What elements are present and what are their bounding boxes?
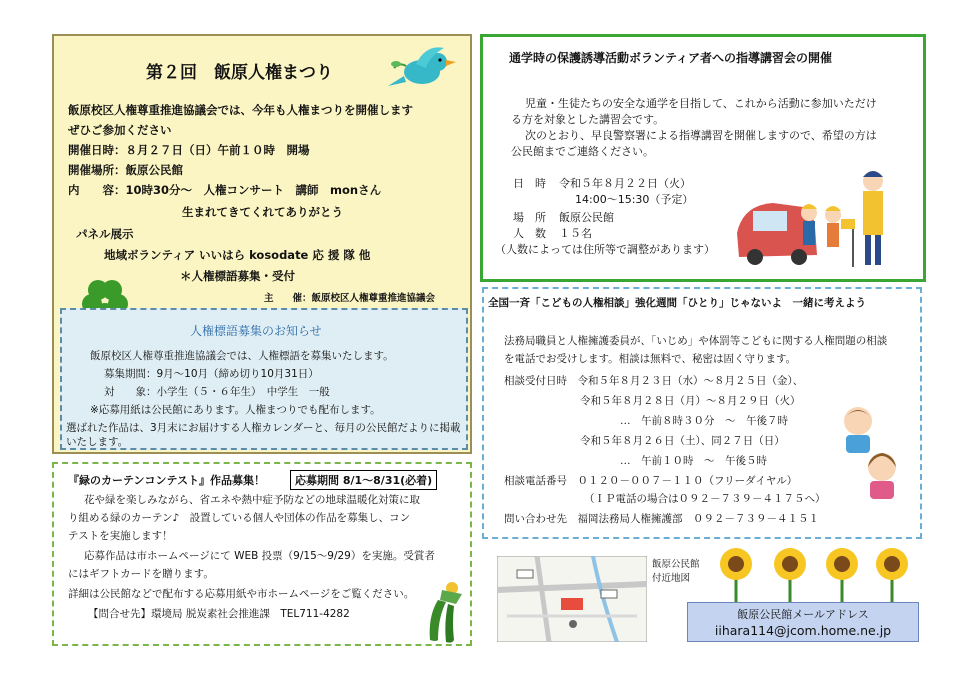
slogan-line-3: 対 象：小学生（５・６年生） 中学生 一般: [104, 386, 330, 398]
curtain-line: り組める緑のカーテン♪ 設置している個人や団体の作品を募集し、コン: [68, 512, 411, 524]
festival-title: 第２回 飯原人権まつり: [146, 63, 333, 83]
festival-place: 開催場所：飯原公民館: [68, 163, 183, 177]
map-illustration: [497, 556, 647, 642]
curtain-title: 『緑のカーテンコンテスト』作品募集！: [68, 474, 266, 487]
bird-icon: [386, 42, 458, 94]
curtain-contact: 【問合せ先】環境局 脱炭素社会推進課 TEL711-4282: [88, 608, 350, 620]
hotline-title: 全国一斉「こどもの人権相談」強化週間「ひとり」じゃないよ 一緒に考えよう: [488, 297, 866, 309]
volunteer-capacity-value: １５名: [559, 227, 592, 240]
hotline-phone: 相談電話番号 ０１２０－００７－１１０（フリーダイヤル）: [504, 475, 798, 487]
slogan-line-1: 飯原校区人権尊重推進協議会では、人権標語を募集いたします。: [90, 350, 394, 362]
volunteer-place-label: 場 所: [513, 211, 546, 224]
hotline-hours-5: … 午前１０時 ～ 午後５時: [620, 455, 767, 467]
volunteer-p2: る方を対象とした講習会です。: [511, 113, 665, 126]
festival-content: 内 容：10時30分～ 人権コンサート 講師 monさん: [68, 183, 382, 197]
cucumber-icon: [422, 580, 472, 644]
volunteer-date-value: 令和５年８月２２日（火）: [559, 177, 691, 190]
volunteer-date-label: 日 時: [513, 177, 546, 190]
curtain-line: にはギフトカードを贈ります。: [68, 568, 214, 580]
curtain-contest-panel: [52, 462, 472, 646]
volunteer-note: （人数によっては住所等で調整があります）: [495, 243, 715, 256]
festival-intro-1: 飯原校区人権尊重推進協議会では、今年も人権まつりを開催します: [68, 103, 413, 117]
slogan-line-6: いたします。: [66, 436, 129, 448]
hotline-hours-3: … 午前８時３０分 ～ 午後７時: [620, 415, 788, 427]
email-address[interactable]: iihara114@jcom.home.ne.jp: [714, 623, 892, 638]
curtain-period: 応募期間 8/1～8/31(必着): [290, 470, 437, 490]
hotline-p1: 法務局職員と人権擁護委員が、「いじめ」や体罰等こどもに関する人権問題の相談: [504, 335, 888, 347]
crossing-guard-illustration: [733, 163, 919, 273]
hotline-hours-2: 令和５年８月２８日（月）～８月２９日（火）: [580, 395, 801, 407]
curtain-line: 花や緑を楽しみながら、省エネや熱中症予防などの地球温暖化対策に取: [84, 494, 420, 506]
hotline-panel: [482, 287, 922, 539]
curtain-line: 応募作品は市ホームページにて WEB 投票（9/15～9/29）を実施。受賞者: [84, 550, 435, 562]
slogan-title: 人権標語募集のお知らせ: [190, 324, 322, 338]
map-label-1: 飯原公民館: [652, 559, 700, 570]
children-illustration: [836, 401, 912, 503]
festival-organizer: 主 催：飯原校区人権尊重推進協議会: [264, 293, 436, 304]
volunteer-p3: 次のとおり、早良警察署による指導講習を開催しますので、希望の方は: [525, 129, 877, 142]
festival-panel-detail: 地域ボランティア いいはら kosodate 応 援 隊 他: [104, 248, 371, 262]
slogan-notice: [60, 308, 468, 450]
hotline-hours-1: 相談受付日時 令和５年８月２３日（水）～８月２５日（金）、: [504, 375, 804, 387]
slogan-line-4: ※応募用紙は公民館にあります。人権まつりでも配布します。: [90, 404, 381, 416]
festival-content-2: 生まれてきてくれてありがとう: [182, 205, 343, 219]
volunteer-capacity-label: 人 数: [513, 227, 546, 240]
volunteer-panel: [480, 34, 926, 282]
festival-panel-label: パネル展示: [76, 227, 134, 241]
hotline-contact: 問い合わせ先 福岡法務局人権擁護部 ０９２－７３９－４１５１: [504, 513, 819, 525]
curtain-line: テストを実施します！: [68, 530, 173, 542]
volunteer-title: 通学時の保護誘導活動ボランティア者への指導講習会の開催: [509, 51, 833, 65]
email-label: 飯原公民館メールアドレス: [737, 608, 869, 621]
festival-date: 開催日時：８月２７日（日）午前１０時 開場: [68, 143, 310, 157]
volunteer-place-value: 飯原公民館: [559, 211, 614, 224]
sunflowers-illustration: [712, 544, 912, 604]
slogan-line-2: 募集期間：9月～10月（締め切り10月31日）: [104, 368, 319, 380]
festival-slogan-recruit: ＊人権標語募集・受付: [180, 269, 295, 283]
volunteer-time-value: 14:00～15:30（予定）: [575, 193, 694, 206]
hotline-p2: を電話でお受けします。相談は無料で、秘密は固く守ります。: [504, 353, 797, 365]
hotline-hours-4: 令和５年８月２６日（土）、同２７日（日）: [580, 435, 785, 447]
email-box: [687, 602, 919, 642]
curtain-line: 詳細は公民館などで配布する応募用紙や市ホームページをご覧ください。: [68, 588, 415, 600]
map-label-2: 付近地図: [652, 573, 691, 584]
festival-intro-2: ぜひご参加ください: [68, 123, 172, 137]
hotline-ip-phone: （ＩＰ電話の場合は０９２－７３９－４１７５へ）: [584, 493, 826, 505]
volunteer-p4: 公民館までご連絡ください。: [511, 145, 654, 158]
slogan-line-5: 選ばれた作品は、3月末にお届けする人権カレンダーと、毎月の公民館だよりに掲載: [66, 422, 461, 434]
volunteer-p1: 児童・生徒たちの安全な通学を目指して、これから活動に参加いただけ: [525, 97, 877, 110]
